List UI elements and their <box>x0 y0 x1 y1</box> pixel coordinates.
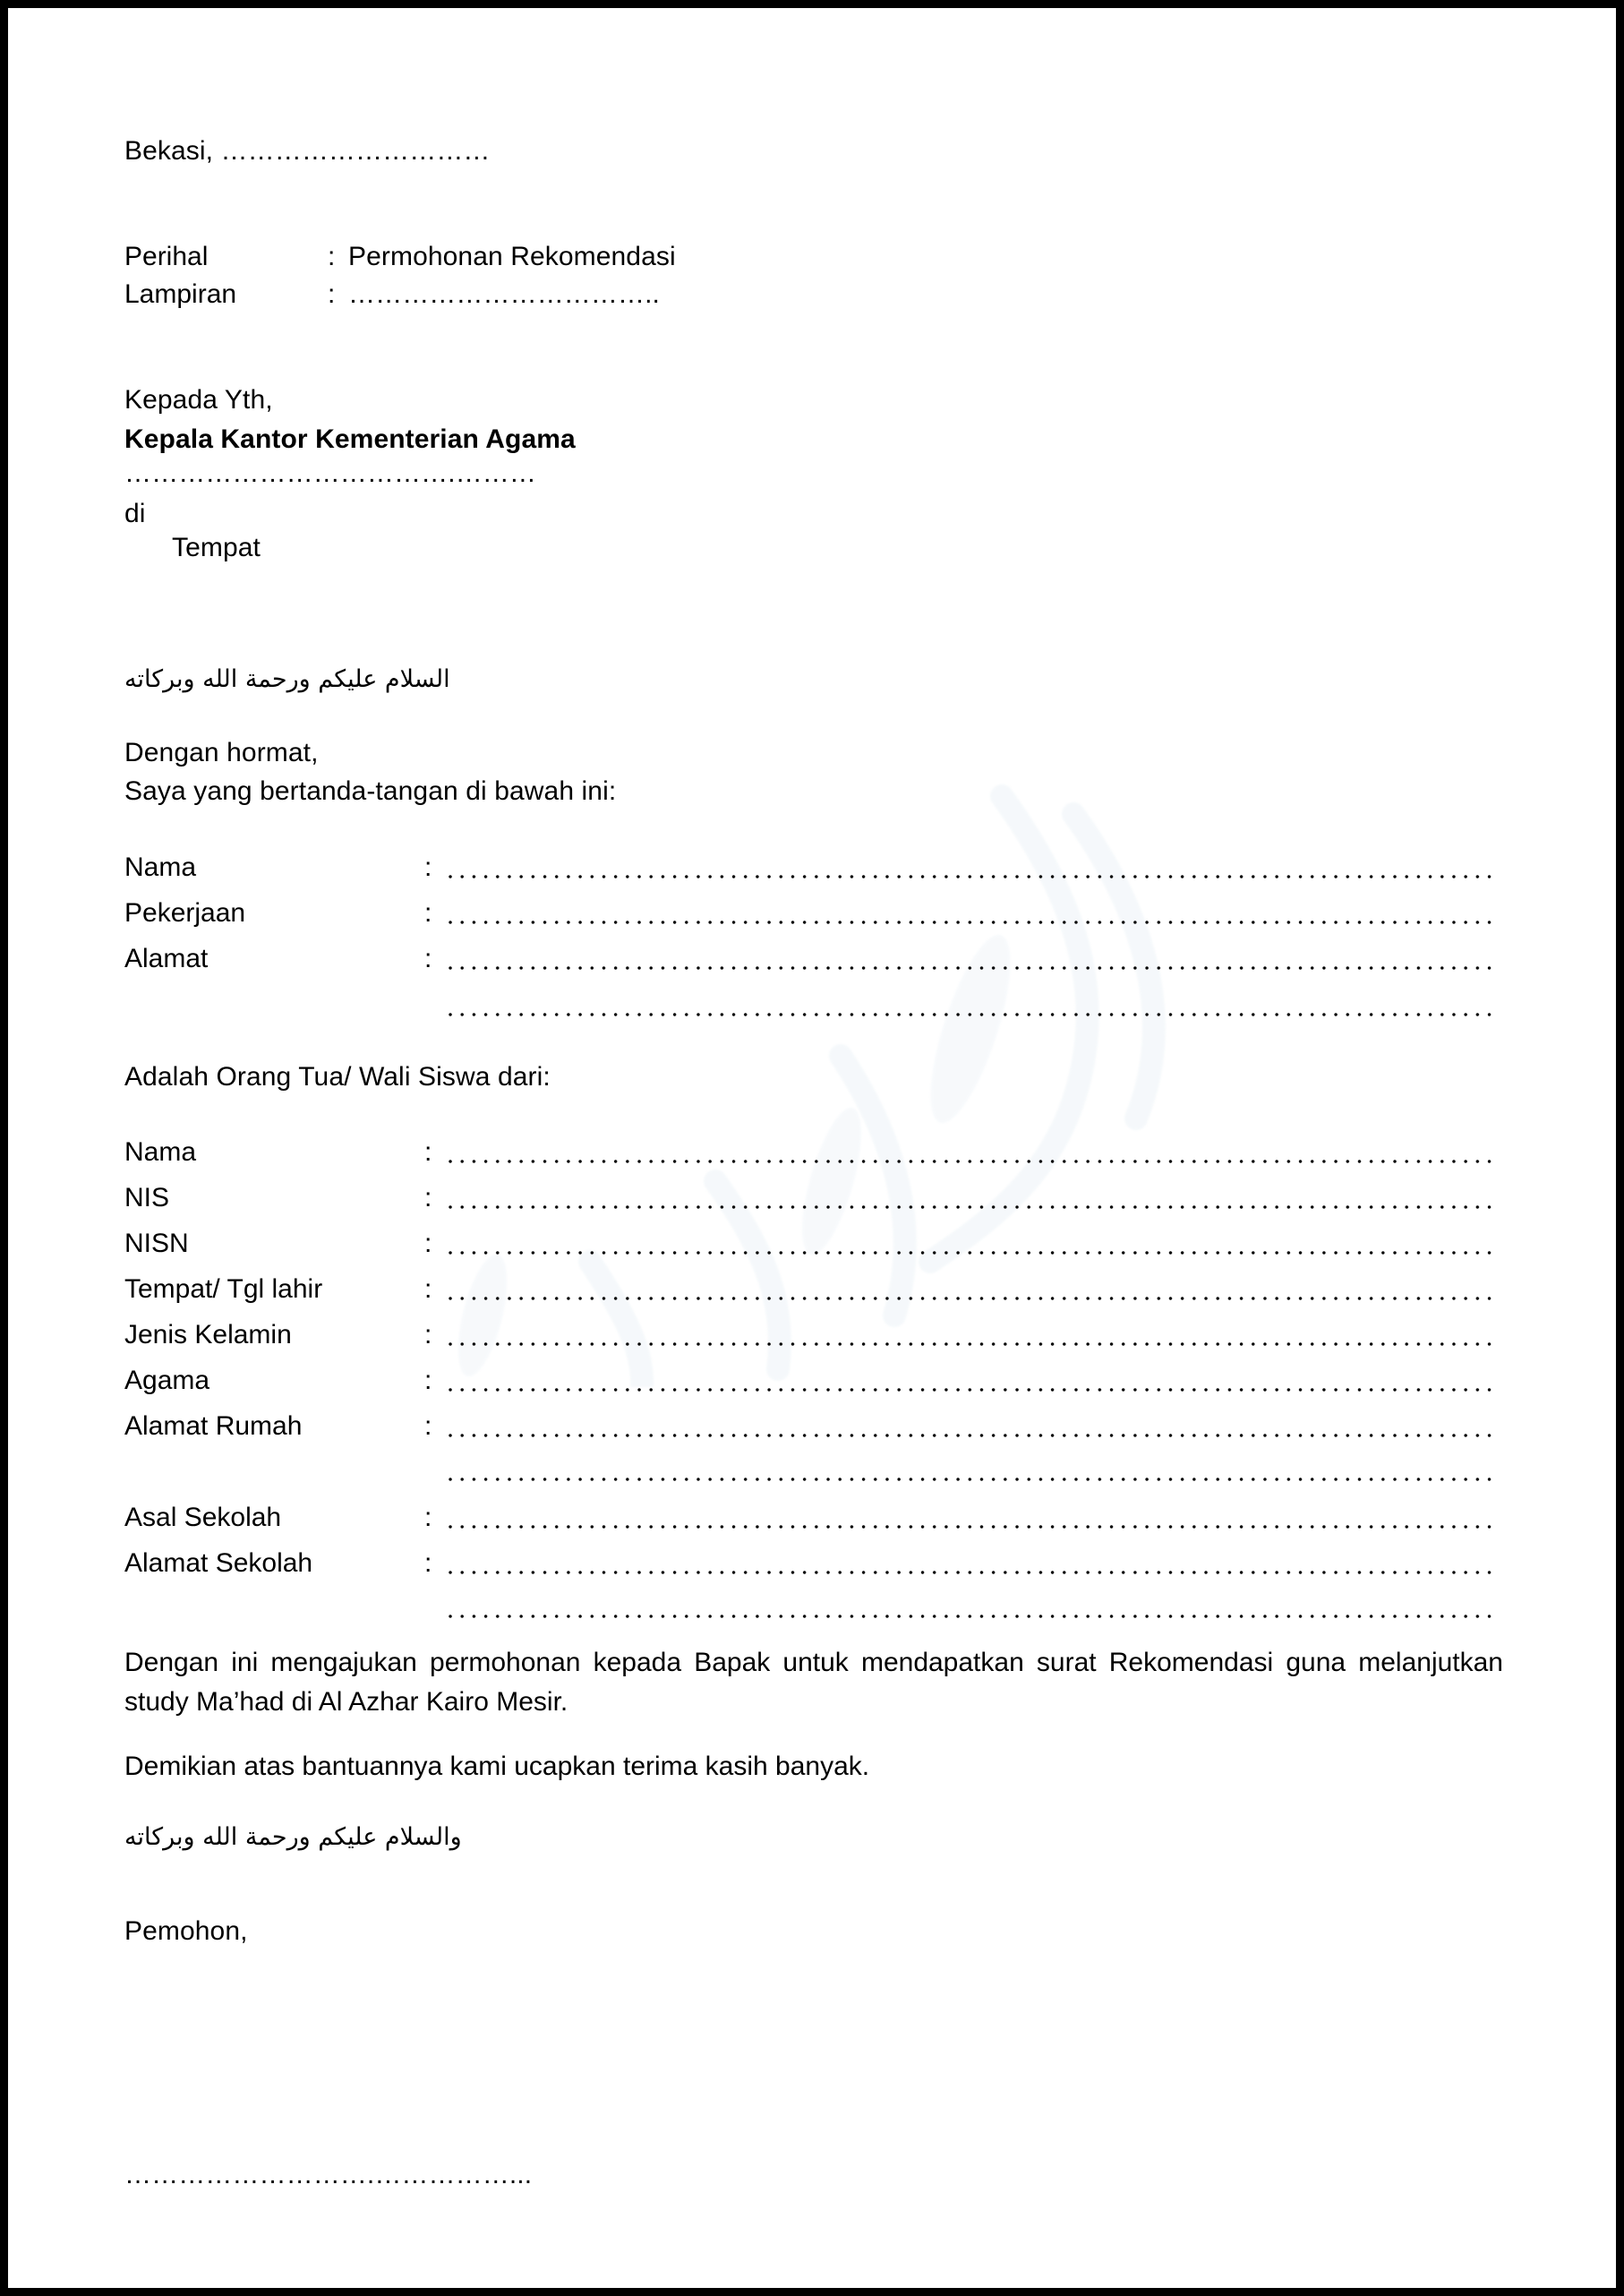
student-field-input-jenis-kelamin[interactable] <box>449 1342 1499 1348</box>
applicant-field-separator-pekerjaan: : <box>424 898 432 928</box>
applicant-field-separator-alamat: : <box>424 944 432 973</box>
recipient-salutation: Kepada Yth, <box>124 385 273 415</box>
student-field-label-nisn: NISN <box>124 1229 189 1258</box>
meta-separator-lampiran: : <box>328 279 336 309</box>
opening-line-1: Dengan hormat, <box>124 738 319 767</box>
meta-label-perihal: Perihal <box>124 242 209 271</box>
student-field-label-asal-sekolah: Asal Sekolah <box>124 1503 282 1532</box>
student-field-label-nama: Nama <box>124 1137 197 1167</box>
student-field-input-nis[interactable] <box>449 1205 1499 1211</box>
student-field-label-alamat-sekolah: Alamat Sekolah <box>124 1548 313 1578</box>
opening-line-2: Saya yang bertanda-tangan di bawah ini: <box>124 776 617 806</box>
applicant-field-input-pekerjaan[interactable] <box>449 921 1499 926</box>
meta-value-lampiran: …………………………….. <box>348 279 660 309</box>
student-field-input-alamat-sekolah[interactable] <box>449 1571 1499 1576</box>
student-field-separator-agama: : <box>424 1366 432 1395</box>
student-field-input-alamat-sekolah-continued[interactable] <box>449 1615 1499 1620</box>
student-field-separator-alamat-rumah: : <box>424 1411 432 1441</box>
student-field-label-agama: Agama <box>124 1366 210 1395</box>
applicant-field-separator-nama: : <box>424 852 432 882</box>
closing-arabic: والسلام عليكم ورحمة الله وبركاته <box>124 1823 462 1851</box>
student-intro: Adalah Orang Tua/ Wali Siswa dari: <box>124 1062 551 1092</box>
student-field-separator-asal-sekolah: : <box>424 1503 432 1532</box>
greeting-arabic: السلام عليكم ورحمة الله وبركاته <box>124 665 450 693</box>
recipient-title: Kepala Kantor Kementerian Agama <box>124 424 576 454</box>
student-field-separator-tempat-tgl-lahir: : <box>424 1274 432 1304</box>
student-field-label-nis: NIS <box>124 1183 170 1212</box>
student-field-input-tempat-tgl-lahir[interactable] <box>449 1297 1499 1302</box>
student-field-separator-alamat-sekolah: : <box>424 1548 432 1578</box>
meta-separator-perihal: : <box>328 242 336 271</box>
meta-value-perihal: Permohonan Rekomendasi <box>348 242 676 271</box>
student-field-input-alamat-rumah-continued[interactable] <box>449 1478 1499 1483</box>
meta-label-lampiran: Lampiran <box>124 279 237 309</box>
signature-name-placeholder[interactable]: ……………………….……………... <box>124 2160 533 2189</box>
recipient-place: Tempat <box>172 533 261 562</box>
applicant-field-input-alamat-continued[interactable] <box>449 1013 1499 1018</box>
signature-role: Pemohon, <box>124 1916 248 1946</box>
applicant-field-label-alamat: Alamat <box>124 944 209 973</box>
body-paragraph: Dengan ini mengajukan permohonan kepada Bapak untuk mendapatkan surat Rekomendasi guna melanjutkan study Ma’had di Al Azhar Kairo Mesir. <box>124 1648 1503 1717</box>
applicant-field-input-nama[interactable] <box>449 875 1499 880</box>
student-field-label-alamat-rumah: Alamat Rumah <box>124 1411 303 1441</box>
student-field-separator-nisn: : <box>424 1229 432 1258</box>
student-field-label-tempat-tgl-lahir: Tempat/ Tgl lahir <box>124 1274 323 1304</box>
applicant-field-label-pekerjaan: Pekerjaan <box>124 898 246 928</box>
student-field-separator-nis: : <box>424 1183 432 1212</box>
thanks-paragraph: Demikian atas bantuannya kami ucapkan terima kasih banyak. <box>124 1752 870 1781</box>
city-date-line: Bekasi, ………………………… <box>124 136 491 166</box>
applicant-field-label-nama: Nama <box>124 852 197 882</box>
student-field-input-agama[interactable] <box>449 1388 1499 1393</box>
applicant-field-input-alamat[interactable] <box>449 966 1499 972</box>
recipient-at-label: di <box>124 499 146 528</box>
student-field-input-nisn[interactable] <box>449 1251 1499 1256</box>
student-field-separator-nama: : <box>424 1137 432 1167</box>
student-field-input-nama[interactable] <box>449 1160 1499 1165</box>
student-field-separator-jenis-kelamin: : <box>424 1320 432 1349</box>
student-field-label-jenis-kelamin: Jenis Kelamin <box>124 1320 292 1349</box>
recipient-address-placeholder: ……………………………….……… <box>124 458 536 488</box>
student-field-input-alamat-rumah[interactable] <box>449 1434 1499 1439</box>
student-field-input-asal-sekolah[interactable] <box>449 1525 1499 1530</box>
